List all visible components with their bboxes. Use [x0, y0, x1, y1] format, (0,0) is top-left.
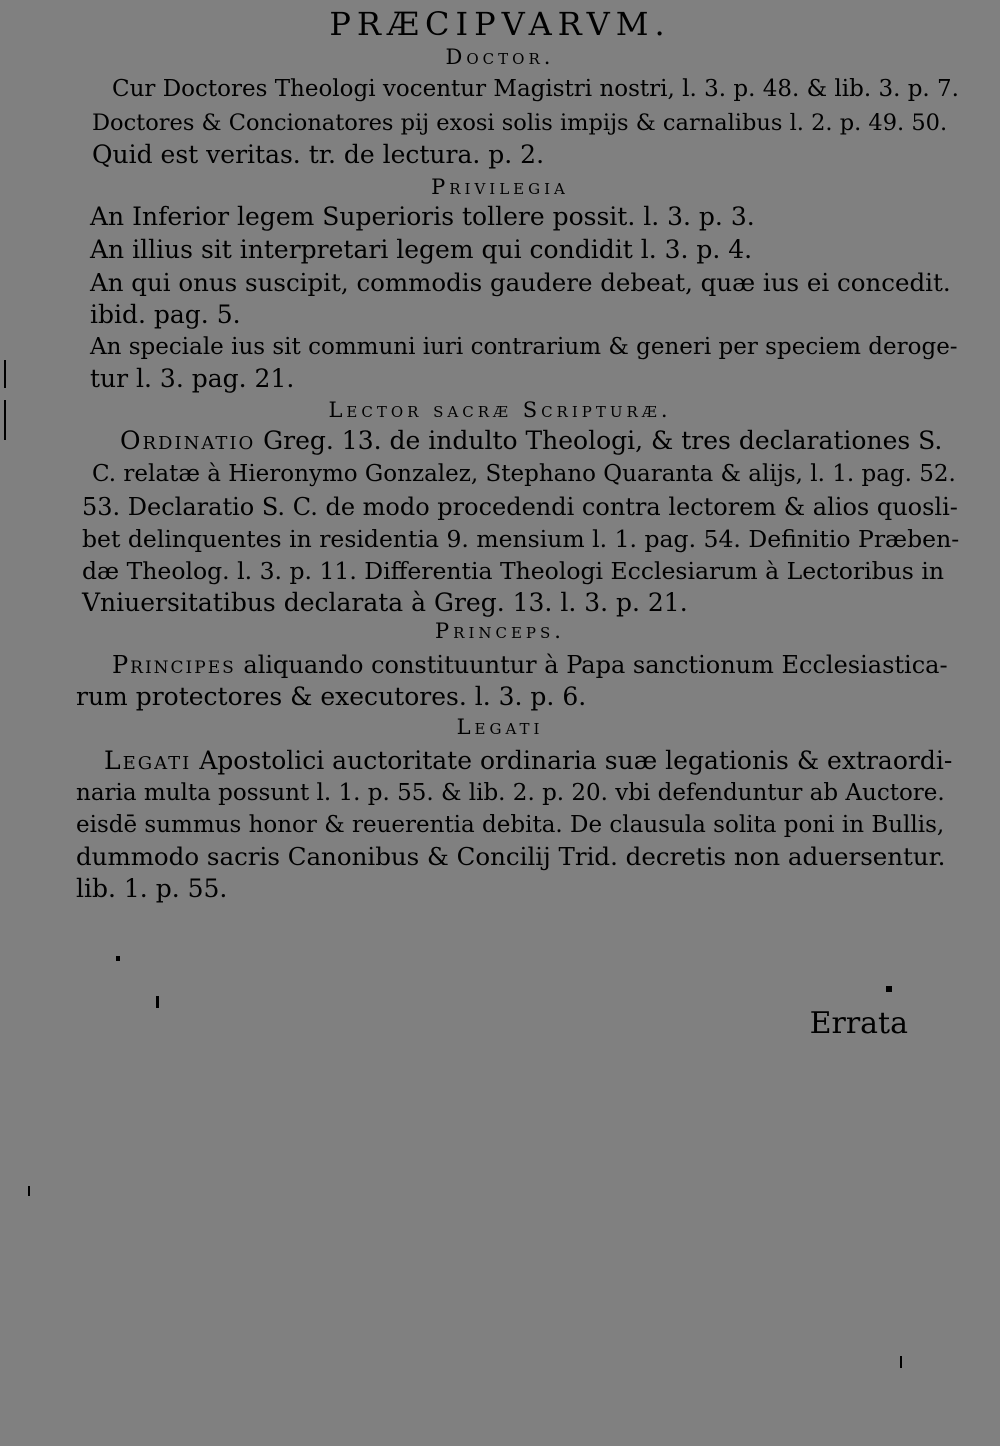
entry-line: Quid est veritas. tr. de lectura. p. 2.: [92, 140, 545, 169]
print-speck: [886, 986, 892, 992]
entry-line: dummodo sacris Canonibus & Concilij Trid. decretis non aduersentur.: [76, 842, 946, 871]
running-head: PRÆCIPVARVM.: [329, 5, 671, 43]
entry-line: An Inferior legem Superioris tollere possit. l. 3. p. 3.: [90, 202, 755, 231]
entry-line: naria multa possunt l. 1. p. 55. & lib. 2. p. 20. vbi defenduntur ab Auctore.: [76, 780, 945, 806]
entry-text: aliquando constituuntur à Papa sanctionum Ecclesiastica-: [235, 651, 948, 679]
entry-line: An speciale ius sit communi iuri contrarium & generi per speciem deroge-: [90, 334, 958, 360]
entry-line: Cur Doctores Theologi vocentur Magistri nostri, l. 3. p. 48. & lib. 3. p. 7.: [112, 76, 959, 102]
section-heading-legati: Legati: [456, 715, 544, 739]
print-speck: [4, 360, 6, 388]
catchword: Errata: [809, 1006, 908, 1041]
section-heading-privilegia: Privilegia: [431, 175, 569, 199]
entry-line-first: [112, 648, 948, 682]
entry-line: Vniuersitatibus declarata à Greg. 13. l. 3. p. 21.: [82, 588, 688, 617]
entry-line: 53. Declaratio S. C. de modo procedendi contra lectorem & alios quosli-: [82, 493, 958, 521]
section-heading-lector: Lector sacræ Scripturæ.: [328, 398, 672, 422]
lead-word: Principes: [112, 651, 236, 679]
entry-line: C. relatæ à Hieronymo Gonzalez, Stephano Quaranta & alijs, l. 1. pag. 52.: [92, 461, 956, 487]
section-heading-doctor: Doctor.: [445, 45, 555, 69]
entry-line: eisdē summus honor & reuerentia debita. De clausula solita poni in Bullis,: [76, 812, 945, 838]
entry-line: rum protectores & executores. l. 3. p. 6.: [76, 682, 587, 711]
print-speck: [28, 1186, 30, 1196]
print-speck: [4, 400, 6, 440]
entry-line: An qui onus suscipit, commodis gaudere debeat, quæ ius ei concedit.: [90, 268, 951, 297]
entry-line: ibid. pag. 5.: [90, 300, 241, 329]
entry-line: An illius sit interpretari legem qui condidit l. 3. p. 4.: [90, 235, 753, 264]
entry-line: tur l. 3. pag. 21.: [90, 364, 295, 393]
print-speck: [900, 1356, 902, 1368]
entry-line: Doctores & Concionatores pij exosi solis impijs & carnalibus l. 2. p. 49. 50.: [92, 110, 948, 136]
entry-text: Apostolici auctoritate ordinaria suæ legationis & extraordi-: [191, 746, 953, 775]
entry-line: bet delinquentes in residentia 9. mensium l. 1. pag. 54. Definitio Præben-: [82, 525, 960, 553]
entry-line: lib. 1. p. 55.: [76, 874, 228, 903]
entry-line: dæ Theolog. l. 3. p. 11. Differentia Theologi Ecclesiarum à Lectoribus in: [82, 557, 944, 585]
lead-word: Ordinatio: [120, 426, 256, 455]
print-speck: [116, 956, 120, 961]
entry-line-first: [120, 424, 942, 458]
lead-word: Legati: [104, 746, 192, 775]
section-heading-princeps: Princeps.: [435, 619, 565, 643]
entry-text: Greg. 13. de indulto Theologi, & tres declarationes S.: [255, 426, 943, 455]
entry-line-first: [104, 744, 952, 778]
print-speck: [156, 996, 159, 1008]
